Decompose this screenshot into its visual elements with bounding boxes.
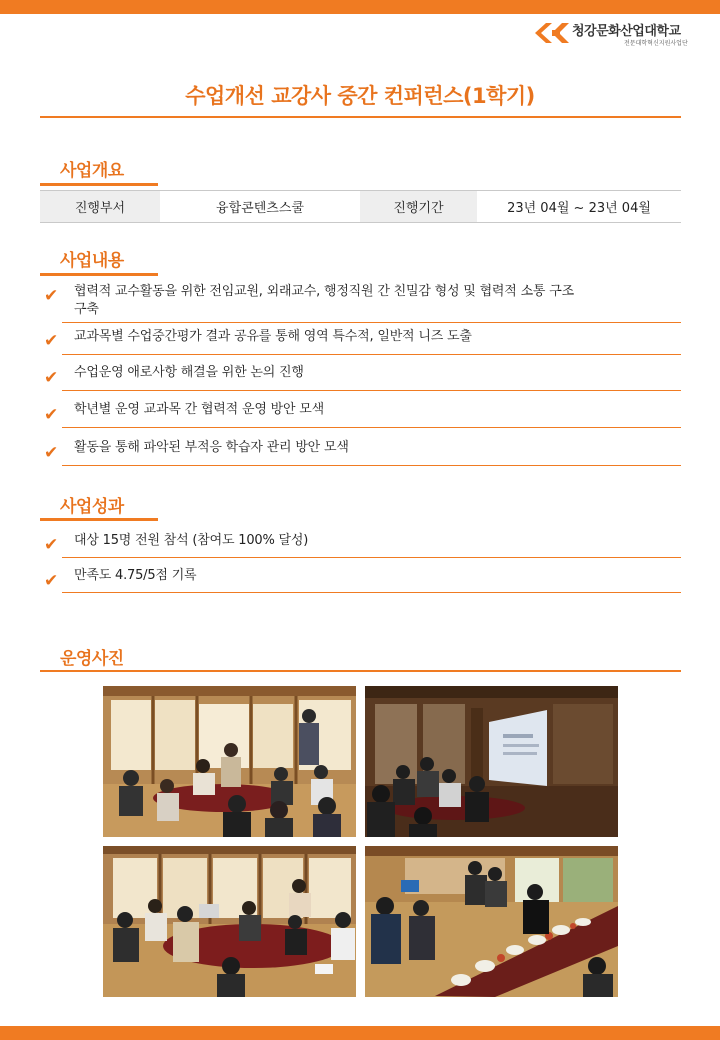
list-item-text: 학년별 운영 교과목 간 협력적 운영 방안 모색 xyxy=(74,402,324,417)
content-heading: 사업내용 xyxy=(60,251,124,271)
content-heading-underline xyxy=(40,273,158,276)
logo-name: 청강문화산업대학교 xyxy=(572,24,681,39)
item-divider xyxy=(62,427,681,428)
ck-logo-icon xyxy=(532,20,572,46)
photo-dinner xyxy=(365,846,618,997)
photo-presentation xyxy=(365,686,618,837)
top-accent-bar xyxy=(0,0,720,14)
list-item xyxy=(40,566,681,596)
list-item-text: 활동을 통해 파악된 부적응 학습자 관리 방안 모색 xyxy=(74,440,349,455)
photos-heading-underline xyxy=(40,670,681,672)
check-mark-icon: ✔ xyxy=(44,571,59,591)
overview-heading: 사업개요 xyxy=(60,161,124,181)
list-item xyxy=(40,438,681,468)
photos-heading: 운영사진 xyxy=(60,649,124,669)
list-item xyxy=(40,400,681,430)
university-logo xyxy=(528,18,716,52)
results-heading-underline xyxy=(40,518,158,521)
check-mark-icon: ✔ xyxy=(44,331,59,351)
item-divider xyxy=(62,322,681,323)
list-item-text: 만족도 4.75/5점 기록 xyxy=(74,568,197,583)
list-item-text: 대상 15명 전원 참석 (참여도 100% 달성) xyxy=(74,533,309,548)
bottom-accent-bar xyxy=(0,1026,720,1040)
list-item-text-cont: 구축 xyxy=(74,302,99,317)
period-label: 진행기간 xyxy=(360,191,477,222)
page-title: 수업개선 교강사 중간 컨퍼런스(1학기) xyxy=(185,84,535,108)
item-divider xyxy=(62,592,681,593)
dept-value: 융합콘텐츠스쿨 xyxy=(216,201,304,216)
overview-table xyxy=(40,190,681,223)
list-item-text: 협력적 교수활동을 위한 전임교원, 외래교수, 행정직원 간 친밀감 형성 및 협력적 소통 구조 xyxy=(74,284,574,299)
item-divider xyxy=(62,465,681,466)
dept-label: 진행부서 xyxy=(40,191,160,222)
overview-heading-underline xyxy=(40,183,158,186)
list-item-text: 수업운영 애로사항 해결을 위한 논의 진행 xyxy=(74,365,304,380)
check-mark-icon: ✔ xyxy=(44,368,59,388)
check-mark-icon: ✔ xyxy=(44,535,59,555)
item-divider xyxy=(62,354,681,355)
list-item xyxy=(40,326,681,356)
item-divider xyxy=(62,390,681,391)
list-item xyxy=(40,282,681,324)
check-mark-icon: ✔ xyxy=(44,443,59,463)
logo-subtitle: 전문대학혁신지원사업단 xyxy=(624,40,688,47)
item-divider xyxy=(62,557,681,558)
title-divider xyxy=(40,116,681,118)
list-item xyxy=(40,530,681,560)
results-heading: 사업성과 xyxy=(60,497,124,517)
check-mark-icon: ✔ xyxy=(44,405,59,425)
photo-meeting-1 xyxy=(103,686,356,837)
period-value: 23년 04월 ~ 23년 04월 xyxy=(507,201,651,216)
photo-meeting-2 xyxy=(103,846,356,997)
check-mark-icon: ✔ xyxy=(44,286,59,306)
list-item xyxy=(40,363,681,393)
list-item-text: 교과목별 수업중간평가 결과 공유를 통해 영역 특수적, 일반적 니즈 도출 xyxy=(74,329,472,344)
